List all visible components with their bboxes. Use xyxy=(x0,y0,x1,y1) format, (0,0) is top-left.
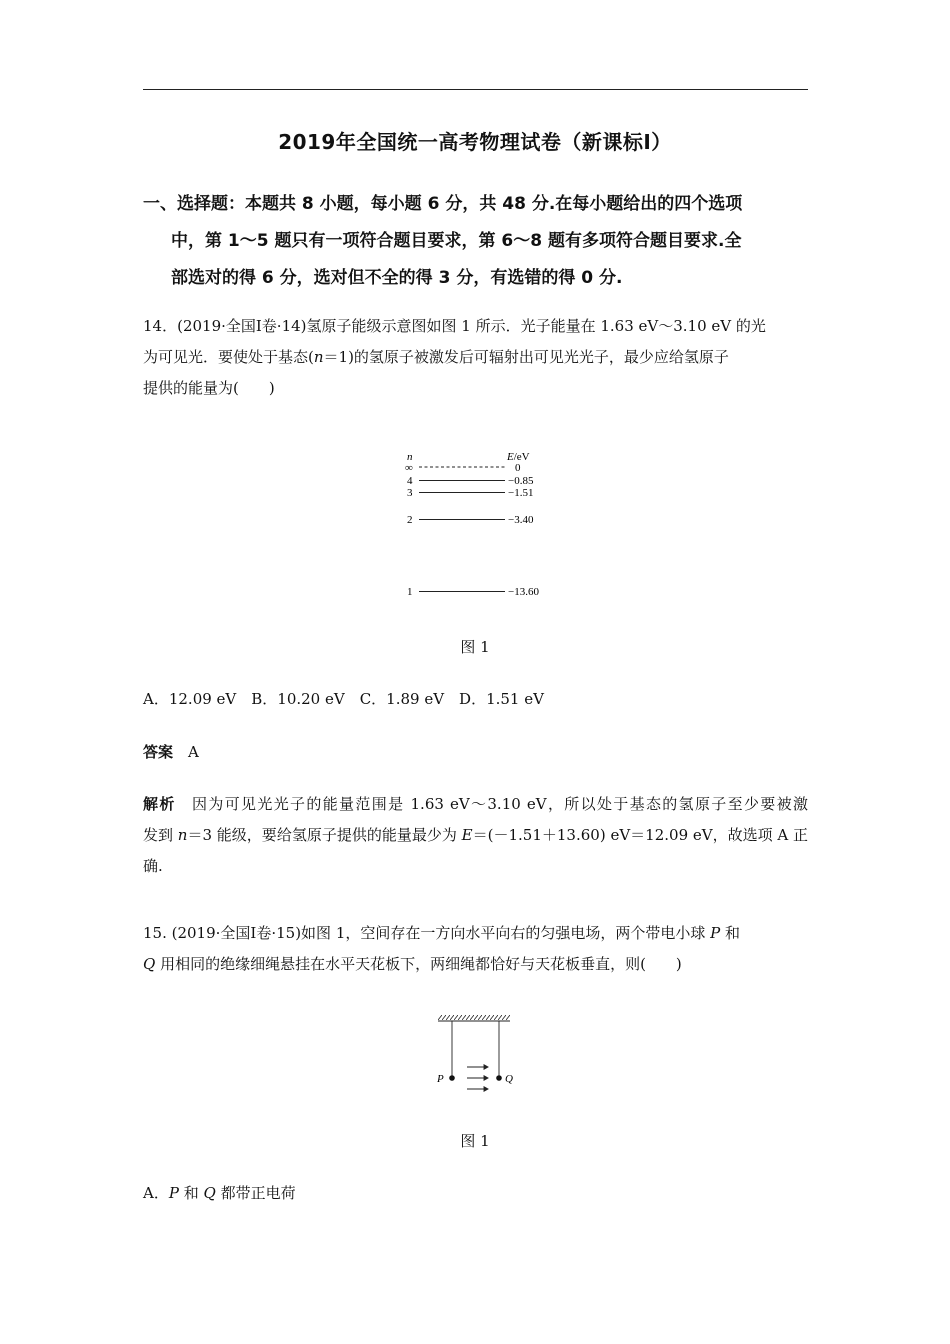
level-1-e: −13.60 xyxy=(508,586,539,598)
level-4-n: 4 xyxy=(407,475,413,487)
q14-line-3: 提供的能量为( ) xyxy=(143,379,275,397)
level-3-n: 3 xyxy=(407,487,413,499)
q15-option-a xyxy=(143,1178,808,1209)
level-inf-n: ∞ xyxy=(405,462,413,474)
section-line-1: 一、选择题：本题共 8 小题，每小题 6 分，共 48 分.在每小题给出的四个选项 xyxy=(143,194,743,214)
q15-option-a-pre: A． xyxy=(143,1184,169,1202)
label-q: Q xyxy=(505,1073,513,1085)
electric-field-diagram xyxy=(430,1015,520,1100)
q14-analysis-2-mid: ＝3 能级，要给氢原子提供的能量最少为 xyxy=(187,826,462,844)
q14-analysis-line-2 xyxy=(143,820,808,851)
level-4-e: −0.85 xyxy=(508,475,534,487)
question-14-stem xyxy=(143,311,808,404)
level-2-n: 2 xyxy=(407,514,413,526)
q14-line-2 xyxy=(143,342,808,373)
q15-option-a-var-p: P xyxy=(168,1184,179,1202)
level-3-e: −1.51 xyxy=(508,487,534,499)
q15-option-a-var-q: Q xyxy=(203,1184,216,1202)
header-rule xyxy=(143,89,808,90)
q14-analysis xyxy=(143,789,808,882)
analysis-label: 解析 xyxy=(143,795,176,813)
ball-p xyxy=(449,1075,455,1081)
q14-var-n: n xyxy=(313,348,324,366)
q14-analysis-2-post: ＝(－1.51＋13.60) eV＝12.09 eV，故选项 A 正 xyxy=(472,826,808,844)
q14-options-line: A．12.09 eV B．10.20 eV C．1.89 eV D．1.51 eV xyxy=(143,690,544,708)
q14-analysis-line-3: 确. xyxy=(143,857,163,875)
q15-var-q: Q xyxy=(143,955,156,973)
q14-answer-line xyxy=(143,737,808,768)
level-inf-e: 0 xyxy=(515,462,521,474)
q15-line-1-pre: 15. (2019·全国Ⅰ卷·15)如图 1，空间存在一方向水平向右的匀强电场，两个带电小球 xyxy=(143,924,711,942)
q15-option-a-mid: 和 xyxy=(178,1184,204,1202)
q15-line-2-post: 用相同的绝缘细绳悬挂在水平天花板下，两细绳都恰好与天花板垂直，则( ) xyxy=(155,955,682,973)
q14-analysis-var-n: n xyxy=(177,826,188,844)
q15-line-1 xyxy=(143,918,808,949)
question-15-stem xyxy=(143,918,808,980)
field-arrows xyxy=(467,1065,488,1091)
q15-line-2 xyxy=(143,949,808,980)
q14-analysis-line-1 xyxy=(143,789,808,820)
page-title: 2019年全国统一高考物理试卷（新课标Ⅰ） xyxy=(278,130,672,154)
answer-label: 答案 xyxy=(143,743,174,761)
label-p: P xyxy=(437,1073,444,1085)
diagram-n-header: n xyxy=(407,451,413,463)
q15-var-p: P xyxy=(710,924,721,942)
section-instructions xyxy=(143,186,811,297)
q14-analysis-text-1: 因为可见光光子的能量范围是 1.63 eV～3.10 eV，所以处于基态的氢原子至少要被激 xyxy=(192,795,808,813)
ball-q xyxy=(496,1075,502,1081)
level-2-e: −3.40 xyxy=(508,514,534,526)
q14-answer xyxy=(143,737,808,768)
q15-line-1-post: 和 xyxy=(720,924,741,942)
q14-analysis-2-pre: 发到 xyxy=(143,826,178,844)
q14-line-2-pre: 为可见光．要使处于基态( xyxy=(143,348,314,366)
section-line-3: 部选对的得 6 分，选对但不全的得 3 分，有选错的得 0 分. xyxy=(171,268,623,288)
ceiling-hatching xyxy=(438,1015,510,1020)
q14-line-1: 14．(2019·全国Ⅰ卷·14)氢原子能级示意图如图 1 所示．光子能量在 1.63 eV～3.10 eV 的光 xyxy=(143,317,766,335)
energy-level-diagram xyxy=(395,446,565,606)
q15-figure-caption: 图 1 xyxy=(460,1132,490,1150)
q14-line-2-post: ＝1)的氢原子被激发后可辐射出可见光光子，最少应给氢原子 xyxy=(323,348,729,366)
q14-figure-caption: 图 1 xyxy=(460,638,490,656)
q14-options xyxy=(143,684,808,715)
q15-option-a-post: 都带正电荷 xyxy=(215,1184,296,1202)
answer-value: A xyxy=(188,743,199,761)
section-line-2: 中，第 1～5 题只有一项符合题目要求，第 6～8 题有多项符合题目要求.全 xyxy=(171,231,742,251)
q15-option-a-line xyxy=(143,1178,808,1209)
diagram-e-header: E/eV xyxy=(507,451,530,463)
q14-analysis-var-e: E xyxy=(461,826,473,844)
level-1-n: 1 xyxy=(407,586,413,598)
